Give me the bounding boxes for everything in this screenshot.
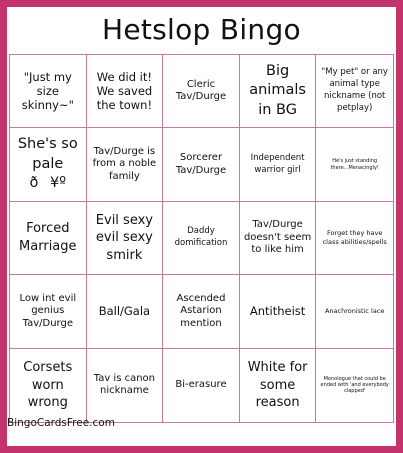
bingo-cell[interactable]: She's so pale ð¥º <box>10 128 87 201</box>
bingo-cell[interactable]: Antitheist <box>240 275 317 348</box>
bingo-cell[interactable]: Corsets worn wrong <box>10 349 87 422</box>
bingo-cell[interactable]: "Just my size skinny~" <box>10 55 87 128</box>
bingo-cell[interactable]: Ascended Astarion mention <box>163 275 240 348</box>
bingo-cell[interactable]: Tav is canon nickname <box>87 349 164 422</box>
bingo-cell[interactable]: Ball/Gala <box>87 275 164 348</box>
bingo-card <box>7 7 396 446</box>
bingo-cell[interactable]: Big animals in BG <box>240 55 317 128</box>
card-title: Hetslop Bingo <box>102 13 301 46</box>
bingo-cell[interactable]: Anachronistic lace <box>316 275 393 348</box>
bingo-cell[interactable]: Monologue that could be ended with 'and everybody clapped' <box>320 375 389 395</box>
bingo-cell[interactable]: Evil sexy evil sexy smirk <box>87 202 164 275</box>
bingo-cell[interactable]: White for some reason <box>240 349 317 422</box>
bingo-cell[interactable]: Forget they have class abilities/spells <box>316 202 393 275</box>
bingo-cell[interactable]: He's just standing there...Menacingly! <box>316 128 393 201</box>
bingo-cell[interactable]: Independent warrior girl <box>240 128 317 201</box>
bingo-cell[interactable]: Low int evil genius Tav/Durge <box>10 275 87 348</box>
bingo-cell[interactable]: Tav/Durge is from a noble family <box>87 128 164 201</box>
bingo-cell[interactable]: Bi-erasure <box>163 349 240 422</box>
bingo-cell[interactable]: Daddy domification <box>163 202 240 275</box>
site-credit: BingoCardsFree.com <box>7 417 115 429</box>
bingo-cell[interactable]: "My pet" or any animal type nickname (not petplay) <box>316 55 393 128</box>
bingo-cell[interactable]: Forced Marriage <box>10 202 87 275</box>
bingo-cell[interactable]: Cleric Tav/Durge <box>163 55 240 128</box>
bingo-cell[interactable]: We did it! We saved the town! <box>87 55 164 128</box>
bingo-cell[interactable]: Tav/Durge doesn't seem to like him <box>240 202 317 275</box>
bingo-cell[interactable]: Sorcerer Tav/Durge <box>163 128 240 201</box>
bingo-grid <box>9 54 394 423</box>
